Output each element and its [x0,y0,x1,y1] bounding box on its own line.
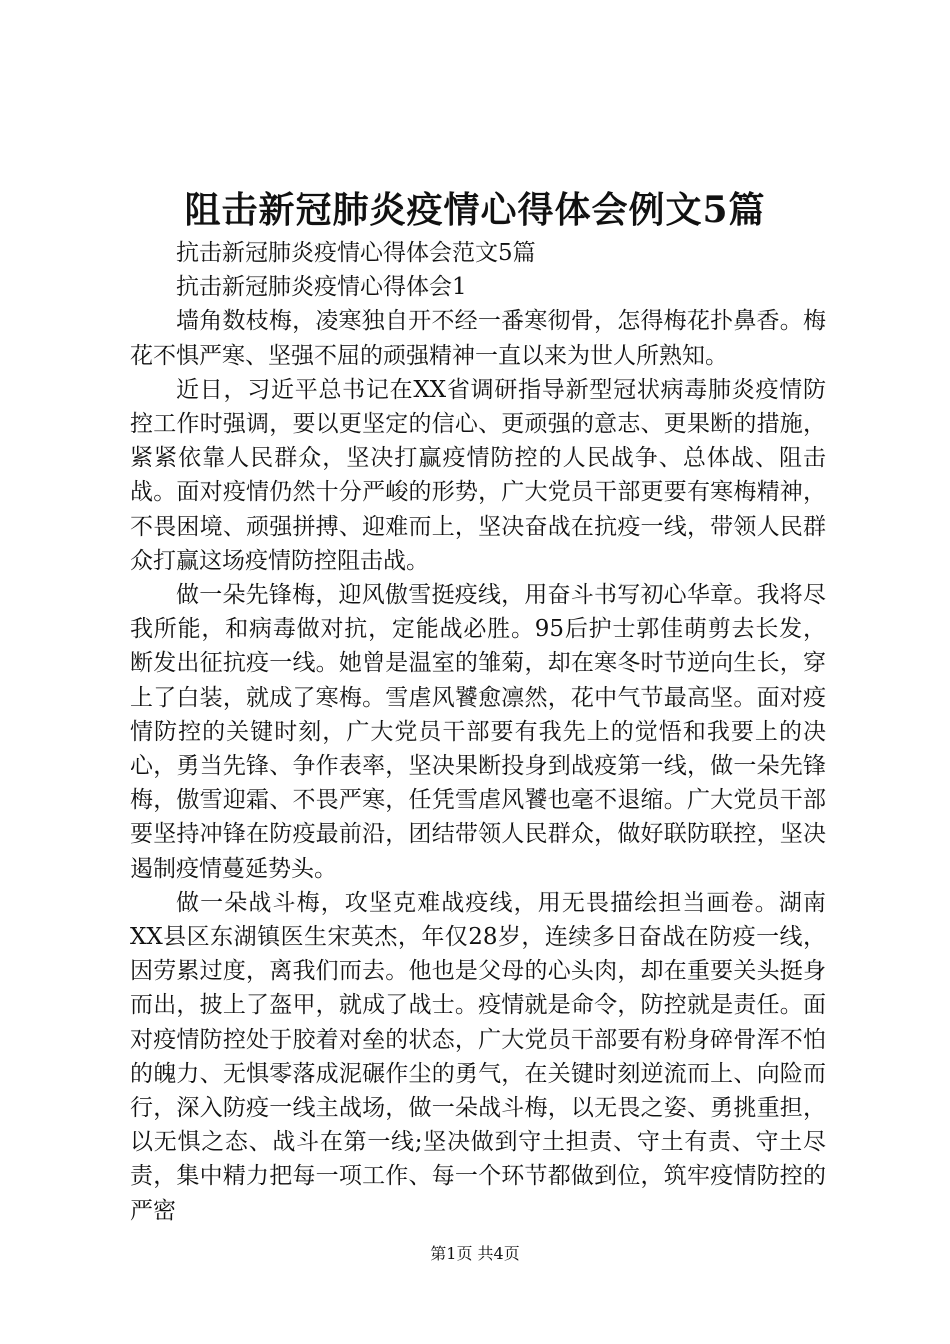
section-heading: 抗击新冠肺炎疫情心得体会1 [176,274,467,301]
body-paragraph: 近日，习近平总书记在XX省调研指导新型冠状病毒肺炎疫情防控工作时强调，要以更坚定的信心、更顽强的意志、更果断的措施，紧紧依靠人民群众，坚决打赢疫情防控的人民战争、总体战、阻击战。面对疫情仍然十分严峻的形势，广大党员干部更要有寒梅精神，不畏困境、顽强拼搏、迎难而上，坚决奋战在抗疫一线，带领人民群众打赢这场疫情防控阻击战。 [130,376,826,574]
body-paragraph: 做一朵战斗梅，攻坚克难战疫线，用无畏描绘担当画卷。湖南XX县区东湖镇医生宋英杰，年仅28岁，连续多日奋战在防疫一线，因劳累过度，离我们而去。他也是父母的心头肉，却在重要关头挺身而出，披上了盔甲，就成了战士。疫情就是命令，防控就是责任。面对疫情防控处于胶着对垒的状态，广大党员干部要有粉身碎骨浑不怕的魄力、无惧零落成泥碾作尘的勇气，在关键时刻逆流而上、向险而行，深入防疫一线主战场，做一朵战斗梅，以无畏之姿、勇挑重担，以无惧之态、战斗在第一线;坚决做到守土担责、守土有责、守土尽责，集中精力把每一项工作、每一个环节都做到位，筑牢疫情防控的严密 [130,889,826,1224]
document-body [130,236,826,1228]
subtitle-line: 抗击新冠肺炎疫情心得体会范文5篇 [176,240,536,266]
document-title: 阻击新冠肺炎疫情心得体会例文5篇 [184,189,766,231]
body-paragraph: 做一朵先锋梅，迎风傲雪挺疫线，用奋斗书写初心华章。我将尽我所能，和病毒做对抗，定能战必胜。95后护士郭佳萌剪去长发，断发出征抗疫一线。她曾是温室的雏菊，却在寒冬时节逆向生长，穿上了白装，就成了寒梅。雪虐风饕愈凛然，花中气节最高坚。面对疫情防控的关键时刻，广大党员干部要有我先上的觉悟和我要上的决心，勇当先锋、争作表率，坚决果断投身到战疫第一线，做一朵先锋梅，傲雪迎霜、不畏严寒，任凭雪虐风饕也毫不退缩。广大党员干部要坚持冲锋在防疫最前沿，团结带领人民群众，做好联防联控，坚决遏制疫情蔓延势头。 [130,582,826,882]
page-footer: 第1页 共4页 [430,1244,520,1263]
body-paragraph: 墙角数枝梅，凌寒独自开不经一番寒彻骨，怎得梅花扑鼻香。梅花不惧严寒、坚强不屈的顽强精神一直以来为世人所熟知。 [130,308,826,369]
